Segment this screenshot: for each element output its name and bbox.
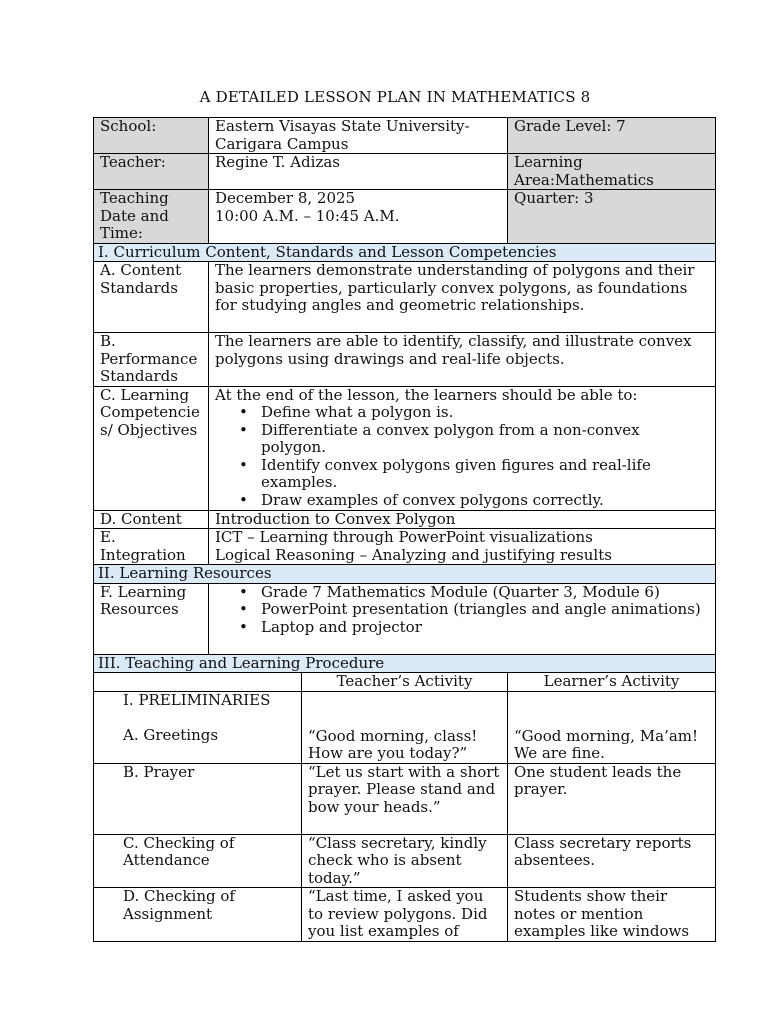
procedure-label: A. Greetings [123, 726, 219, 744]
teacher-label: Teacher: [94, 154, 209, 190]
objective-item: • Define what a polygon is. [261, 404, 709, 422]
preliminaries-heading: I. PRELIMINARIES [123, 691, 271, 709]
performance-standards-value: The learners are able to identify, classify, and illustrate convex polygons using drawings and real-life objects. [209, 333, 716, 387]
integration-item: ICT – Learning through PowerPoint visualizations [215, 528, 593, 546]
date-time-cell [209, 190, 508, 244]
integration-cell [209, 529, 716, 565]
spacer [514, 692, 709, 710]
integration-item: Logical Reasoning – Analyzing and justifying results [215, 545, 612, 564]
spacer [308, 692, 501, 710]
learner-activity-text: Class secretary reports absentees. [508, 834, 716, 888]
learner-activity-text: Students show their notes or mention examples like windows [508, 888, 716, 942]
preliminaries-cell [94, 691, 302, 763]
resources-cell [209, 583, 716, 654]
objectives-list [215, 404, 709, 509]
content-standards-value: The learners demonstrate understanding of polygons and their basic properties, particularly convex polygons, as foundations for studying angles and geometric relationships. [209, 262, 716, 333]
content-label: D. Content [94, 510, 209, 529]
competencies-label-text: C. Learning Competencies/ Objectives [100, 386, 200, 439]
learner-activity-header: Learner’s Activity [508, 673, 716, 692]
objective-item: • Draw examples of convex polygons correctly. [261, 492, 709, 510]
section-3-title: III. Teaching and Learning Procedure [94, 654, 716, 673]
lesson-plan-table [93, 117, 716, 942]
learner-activity-cell [508, 691, 716, 763]
spacer [308, 710, 501, 728]
resources-list [215, 584, 709, 637]
teacher-value: Regine T. Adizas [209, 154, 508, 190]
grade-level: Grade Level: 7 [508, 118, 716, 154]
resource-item: • Laptop and projector [261, 619, 709, 637]
learner-activity-text: “Good morning, Ma’am! We are fine. [514, 726, 699, 762]
competencies-intro: At the end of the lesson, the learners should be able to: [215, 386, 638, 404]
resource-item: • Grade 7 Mathematics Module (Quarter 3, Module 6) [261, 584, 709, 602]
teacher-activity-text: “Class secretary, kindly check who is absent today.” [302, 834, 508, 888]
procedure-header-blank [94, 673, 302, 692]
teacher-activity-header: Teacher’s Activity [302, 673, 508, 692]
procedure-label: C. Checking of Attendance [94, 834, 302, 888]
resource-item: • PowerPoint presentation (triangles and angle animations) [261, 601, 709, 619]
content-value: Introduction to Convex Polygon [209, 510, 716, 529]
date-label: Teaching Date and Time: [94, 190, 209, 244]
teacher-activity-text: “Good morning, class! How are you today?” [308, 726, 478, 762]
section-2-title: II. Learning Resources [94, 565, 716, 584]
procedure-label: D. Checking of Assignment [94, 888, 302, 942]
content-standards-label: A. Content Standards [94, 262, 209, 333]
time-value: 10:00 A.M. – 10:45 A.M. [215, 206, 400, 225]
teacher-activity-cell [302, 691, 508, 763]
school-value: Eastern Visayas State University-Carigara Campus [209, 118, 508, 154]
learning-area: Learning Area:Mathematics [508, 154, 716, 190]
quarter: Quarter: 3 [508, 190, 716, 244]
teacher-activity-text: “Let us start with a short prayer. Please stand and bow your heads.” [302, 763, 508, 834]
spacer [123, 709, 295, 727]
school-label: School: [94, 118, 209, 154]
objective-item: • Differentiate a convex polygon from a non-convex polygon. [261, 422, 709, 457]
performance-standards-label: B. Performance Standards [94, 333, 209, 387]
procedure-label: B. Prayer [94, 763, 302, 834]
integration-label: E. Integration [94, 529, 209, 565]
teacher-activity-text: “Last time, I asked you to review polygons. Did you list examples of [302, 888, 508, 942]
page-title: A DETAILED LESSON PLAN IN MATHEMATICS 8 [199, 88, 591, 106]
competencies-label [94, 386, 209, 510]
learner-activity-text: One student leads the prayer. [508, 763, 716, 834]
section-1-title: I. Curriculum Content, Standards and Lesson Competencies [94, 243, 716, 262]
competencies-cell [209, 386, 716, 510]
resources-label: F. Learning Resources [94, 583, 209, 654]
date-value: December 8, 2025 [215, 189, 356, 207]
objective-item: • Identify convex polygons given figures and real-life examples. [261, 457, 709, 492]
spacer [514, 710, 709, 728]
